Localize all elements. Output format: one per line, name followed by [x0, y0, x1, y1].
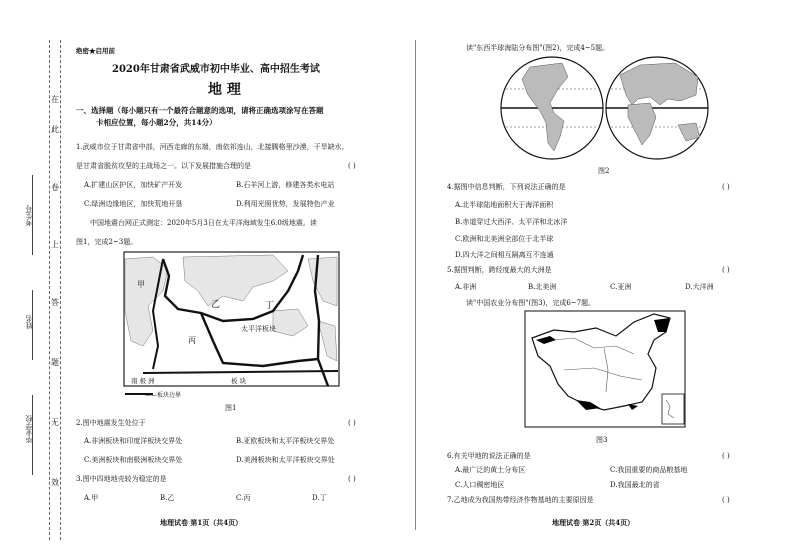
q6-option-d[interactable]: D.我国最北的省: [610, 481, 660, 489]
q4-option-c[interactable]: C.欧洲和北美洲全部位于北半球: [455, 235, 554, 243]
q6-option-b[interactable]: C.我国重要的商品粮基地: [610, 466, 688, 474]
q6-7-intro: 读"中国农业分布图"(图3)，完成6~7题。: [466, 299, 596, 307]
q2-answer-blank[interactable]: ( ): [348, 419, 356, 427]
q3-option-a[interactable]: A.甲: [84, 494, 99, 502]
label-south: 南 极 洲: [131, 377, 155, 385]
page-fold-line: [415, 40, 416, 530]
page1-footer: 地理试卷 第1页（共4页）: [160, 518, 243, 527]
section-heading-line2: 卡相应位置，每小题2分，共14分）: [96, 118, 217, 127]
q1-stem: 1.武威市位于甘肃省中部，河西走廊的东端，南依祁连山，北接腾格里沙漠，干旱缺水，: [76, 143, 349, 151]
margin-char: 无: [51, 418, 59, 427]
label-bing: 丙: [188, 336, 196, 345]
school-label: 毕业学校: [25, 415, 33, 443]
q5-option-c[interactable]: C.亚洲: [610, 283, 632, 291]
margin-char: 上: [51, 240, 59, 249]
q6-answer-blank[interactable]: ( ): [722, 452, 730, 460]
q6-stem: 6.有关甲地的说法正确的是: [447, 452, 531, 460]
q6-option-c[interactable]: C.人口稠密地区: [455, 481, 505, 489]
q2-option-c[interactable]: C.美洲板块和南极洲板块交界处: [84, 456, 183, 464]
q2-option-a[interactable]: A.非洲板块和印度洋板块交界处: [84, 437, 183, 445]
q3-option-c[interactable]: C.丙: [236, 494, 251, 502]
q1-option-a[interactable]: A.扩建山区护区，加快矿产开发: [84, 181, 183, 189]
figure-3-china-map: [524, 310, 686, 428]
q1-option-c[interactable]: C.绿洲边缘地区，加快荒地开垦: [84, 200, 183, 208]
q4-option-b[interactable]: B.赤道穿过大西洋、太平洋和北冰洋: [455, 218, 568, 226]
student-id-blank[interactable]: [32, 175, 33, 255]
name-blank[interactable]: [32, 290, 33, 360]
label-ding: 丁: [265, 301, 275, 311]
q2-stem: 2.图中地震发生处位于: [76, 419, 146, 427]
q3-option-b[interactable]: B.乙: [160, 494, 175, 502]
q4-5-intro: 读"东西半球海陆分布图"(图2)，完成4~5题。: [466, 44, 610, 52]
q5-option-b[interactable]: B.北美洲: [528, 283, 557, 291]
figure-3-caption: 图3: [596, 436, 608, 444]
margin-char: 在: [51, 95, 59, 104]
label-jia: 甲: [137, 280, 145, 289]
q5-answer-blank[interactable]: ( ): [722, 266, 730, 274]
margin-char: 答: [51, 298, 59, 307]
confidential-mark: 绝密★启用前: [76, 47, 115, 55]
q4-option-d[interactable]: D.四大洋之间相互隔离互不连通: [455, 251, 554, 259]
q4-option-a[interactable]: A.北半球陆地面积大于海洋面积: [455, 201, 554, 209]
margin-char: 效: [51, 478, 59, 487]
q5-option-d[interactable]: D.大洋洲: [685, 283, 714, 291]
q3-answer-blank[interactable]: ( ): [348, 475, 356, 483]
news-paragraph-2: 图1，完成2~3题。: [76, 238, 138, 246]
q2-option-b[interactable]: B.亚欧板块和太平洋板块交界处: [236, 437, 335, 445]
figure-2-hemispheres: [500, 55, 710, 161]
label-yi: 乙: [211, 300, 221, 310]
legend-boundary: ——板块边界: [145, 392, 182, 399]
q2-option-d[interactable]: D.美洲板块和太平洋板块交界处: [236, 456, 335, 464]
news-paragraph: 中国地震台网正式测定：2020年5月3日在太平洋海域发生6.0级地震。读: [90, 219, 317, 227]
q3-stem: 3.图中四地地壳较为稳定的是: [76, 475, 167, 483]
q7-stem: 7.乙地成为我国热带经济作物基地的主要原因是: [447, 496, 594, 504]
name-label: 姓名: [25, 315, 33, 329]
q5-option-a[interactable]: A.非洲: [455, 283, 477, 291]
q4-answer-blank[interactable]: ( ): [722, 183, 730, 191]
section-heading: 一、选择题（每小题只有一个最符合题意的选项，请将正确选项涂写在答题: [76, 106, 324, 115]
exam-title: 2020年甘肃省武威市初中毕业、高中招生考试: [112, 64, 320, 75]
q1-stem-2: 是甘肃省脱贫攻坚的主战场之一。以下发展措施合理的是: [76, 162, 251, 170]
margin-char: 此: [51, 125, 59, 134]
q6-option-a[interactable]: A.最广泛的黄土分布区: [455, 466, 526, 474]
figure-1-plate-map: [123, 251, 340, 401]
page2-footer: 地理试卷 第2页（共4页）: [552, 518, 635, 527]
subject-title: 地 理: [208, 82, 241, 98]
q4-stem: 4.据图中信息判断，下列说法正确的是: [447, 183, 566, 191]
q1-answer-blank[interactable]: ( ): [348, 162, 356, 170]
q1-option-b[interactable]: B.石羊河上游，修建各类水电站: [236, 181, 335, 189]
margin-char: 卷: [51, 183, 59, 192]
school-blank[interactable]: [32, 395, 33, 475]
figure-2-caption: 图2: [598, 167, 610, 175]
q7-answer-blank[interactable]: ( ): [722, 496, 730, 504]
figure-1-caption: 图1: [225, 404, 237, 412]
q5-stem: 5.据图判断，跨经度最大的大洲是: [447, 266, 552, 274]
binding-line-outer: [49, 40, 50, 540]
binding-line-inner: [60, 40, 61, 540]
q1-option-d[interactable]: D.利用光照优势，发展特色产业: [236, 200, 335, 208]
student-id-label: 考生号: [25, 205, 33, 226]
label-plate: 板 块: [231, 377, 247, 385]
margin-char: 题: [51, 358, 59, 367]
q3-option-d[interactable]: D.丁: [312, 494, 327, 502]
label-pacific: 太平洋板块: [241, 325, 276, 333]
